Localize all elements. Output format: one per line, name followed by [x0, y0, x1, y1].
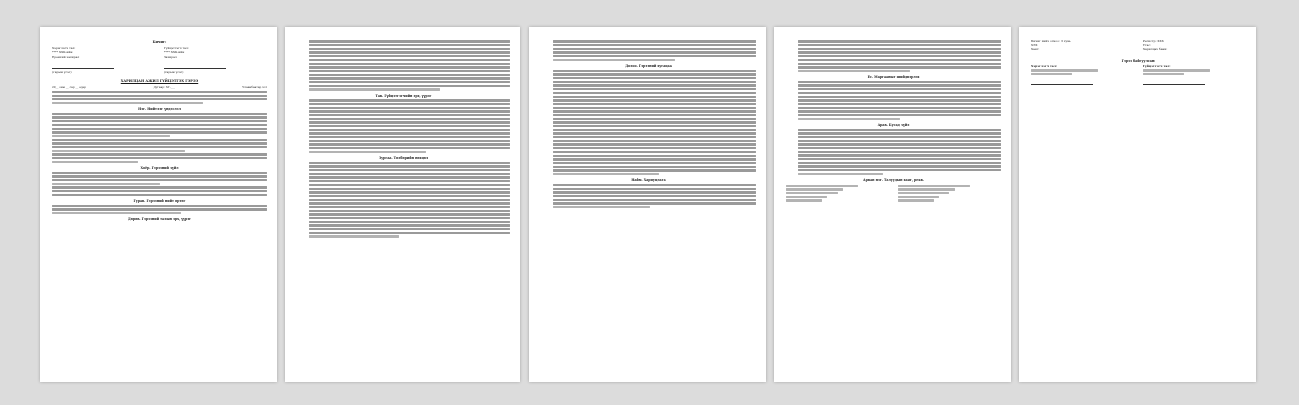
section-heading: Зургаа. Төлбөрийн нөхцөл — [378, 156, 429, 161]
text-line — [309, 184, 510, 186]
detail-line: ХЭХ — [1031, 43, 1038, 48]
text-line — [52, 205, 267, 207]
text-line — [798, 165, 1001, 167]
text-line — [52, 153, 267, 155]
text-line — [798, 96, 1001, 98]
text-line — [553, 88, 756, 90]
text-line — [52, 175, 267, 177]
text-line — [553, 59, 675, 61]
text-line — [553, 132, 756, 134]
text-line — [798, 40, 1001, 42]
text-line — [1031, 69, 1098, 71]
text-line — [798, 140, 1001, 142]
text-line — [553, 173, 659, 175]
text-line — [309, 232, 510, 234]
text-line — [798, 59, 1001, 61]
text-line — [1031, 73, 1072, 75]
text-line — [1143, 69, 1210, 71]
text-line — [798, 169, 1001, 171]
text-line — [553, 129, 756, 131]
text-line — [52, 146, 267, 148]
text-line — [786, 188, 843, 190]
text-line — [52, 102, 203, 104]
signature-line — [1143, 79, 1205, 85]
signature-right — [1143, 64, 1246, 87]
text-line — [309, 191, 510, 193]
text-line — [786, 199, 822, 201]
detail-line: Регистр: ХХХ — [1142, 39, 1164, 43]
text-line — [553, 169, 756, 171]
text-line — [52, 120, 267, 122]
text-line — [798, 70, 910, 72]
text-line — [309, 121, 510, 123]
signature-line — [164, 63, 226, 69]
text-line — [553, 202, 756, 204]
text-line — [898, 196, 939, 198]
text-line — [898, 185, 970, 187]
text-line — [309, 59, 510, 61]
text-line — [52, 98, 267, 100]
text-line — [52, 194, 267, 196]
text-line — [52, 179, 267, 181]
signatory-label: Хэрэглэгч тал: — [1031, 63, 1057, 68]
text-line — [786, 185, 858, 187]
text-line — [309, 199, 510, 201]
text-line — [553, 84, 756, 86]
text-line — [309, 63, 510, 65]
text-line — [309, 176, 510, 178]
text-line — [553, 103, 756, 105]
text-line — [309, 221, 510, 223]
text-line — [553, 107, 756, 109]
text-line — [309, 151, 426, 153]
text-line — [553, 73, 756, 75]
text-line — [553, 155, 756, 157]
text-line — [553, 70, 756, 72]
text-line — [553, 77, 756, 79]
document-page-1 — [40, 27, 277, 382]
detail-line: Бичиг хийх огноо: 3 хувь — [1031, 39, 1071, 43]
text-line — [798, 99, 1001, 101]
section-heading: Гурав. Гэрээний нийт өртөг — [133, 199, 186, 204]
text-line — [309, 74, 510, 76]
text-line — [309, 136, 510, 138]
text-line — [786, 196, 827, 198]
text-line — [798, 88, 1001, 90]
text-line — [309, 81, 510, 83]
text-line — [798, 158, 1001, 160]
party-line: Гүйцэтгэгч тал: — [163, 46, 189, 51]
text-line — [309, 77, 510, 79]
party-line: Захирал — [163, 54, 177, 59]
text-line — [52, 95, 267, 97]
page5-top-left — [1031, 39, 1134, 52]
text-line — [798, 132, 1001, 134]
text-line — [553, 136, 756, 138]
party-line: **** ХХК-ийн — [163, 50, 185, 55]
party-line: Ерөнхий захирал — [52, 54, 80, 59]
signature-block — [1031, 64, 1246, 87]
text-line — [1143, 73, 1184, 75]
text-line — [309, 206, 510, 208]
section-heading: Нэг. Нийтлэг үндэслэл — [138, 107, 181, 112]
text-line — [553, 51, 756, 53]
text-line — [52, 183, 160, 185]
text-line — [553, 191, 756, 193]
text-line — [309, 129, 510, 131]
contract-number: Дугаар: ХГ-___ — [153, 85, 175, 90]
text-line — [553, 55, 756, 57]
document-page-4 — [774, 27, 1011, 382]
text-line — [309, 85, 510, 87]
text-line — [898, 188, 955, 190]
text-line — [52, 113, 267, 115]
text-line — [798, 147, 1001, 149]
text-line — [798, 55, 1001, 57]
text-line — [52, 150, 185, 152]
signatory-label: Гүйцэтгэгч тал: — [1142, 63, 1171, 68]
text-line — [798, 129, 1001, 131]
text-line — [553, 206, 650, 208]
sign-caption: (гарын үсэг) — [163, 69, 184, 74]
text-line — [309, 235, 399, 237]
text-line — [309, 162, 510, 164]
text-line — [553, 40, 756, 42]
text-line — [309, 147, 510, 149]
text-line — [798, 136, 1001, 138]
text-line — [309, 51, 510, 53]
text-line — [52, 186, 267, 188]
text-line — [309, 125, 510, 127]
section-heading: Тав. Гүйцэтгэгчийн эрх, үүрэг — [375, 93, 432, 98]
text-line — [553, 143, 756, 145]
text-line — [553, 92, 756, 94]
text-line — [798, 81, 1001, 83]
text-line — [553, 110, 756, 112]
text-line — [309, 99, 510, 101]
detail-line: Утас: — [1142, 43, 1152, 48]
section-heading: Найм. Хариуцлага — [631, 178, 666, 183]
text-line — [309, 70, 510, 72]
section-heading: Ес. Маргааныг шийдвэрлэх — [867, 75, 920, 80]
text-line — [798, 114, 1001, 116]
section-heading: Арав. Бусад зүйл — [877, 122, 910, 127]
text-line — [52, 128, 267, 130]
text-line — [52, 212, 181, 214]
text-line — [798, 107, 1001, 109]
text-line — [553, 96, 756, 98]
text-line — [52, 135, 170, 137]
text-line — [553, 121, 756, 123]
section-heading: Арван нэг. Талуудын хаяг, рекв. — [863, 178, 924, 183]
text-line — [309, 55, 510, 57]
text-line — [553, 125, 756, 127]
contract-date: 20__ оны __ сар __ өдөр — [52, 85, 87, 90]
text-line — [309, 202, 510, 204]
text-line — [309, 114, 510, 116]
text-line — [553, 48, 756, 50]
text-line — [798, 92, 1001, 94]
text-line — [786, 192, 838, 194]
text-line — [309, 132, 510, 134]
text-line — [309, 180, 510, 182]
text-line — [52, 142, 267, 144]
text-line — [798, 143, 1001, 145]
text-line — [309, 44, 510, 46]
text-line — [52, 172, 267, 174]
text-line — [52, 131, 267, 133]
text-line — [309, 165, 510, 167]
text-line — [309, 107, 510, 109]
text-line — [52, 208, 267, 210]
text-line — [553, 44, 756, 46]
signature-left — [1031, 64, 1134, 87]
text-line — [798, 66, 1001, 68]
text-line — [553, 118, 756, 120]
page1-parties — [52, 46, 267, 74]
text-line — [52, 139, 267, 141]
text-line — [309, 110, 510, 112]
text-line — [798, 151, 1001, 153]
text-line — [309, 66, 510, 68]
text-line — [309, 228, 510, 230]
text-line — [798, 48, 1001, 50]
contract-title: ХАРИЛЦАН АЖИЛ ГҮЙЦЭТГЭХ ГЭРЭЭ — [120, 79, 199, 84]
text-line — [309, 48, 510, 50]
text-line — [309, 210, 510, 212]
text-line — [309, 88, 440, 90]
party-line: Хэрэглэгч тал: — [52, 46, 76, 51]
text-line — [309, 140, 510, 142]
section-heading: Дөрөв. Гэрээний талын эрх, үүрэг — [127, 217, 192, 222]
text-line — [898, 199, 934, 201]
text-line — [553, 81, 756, 83]
text-line — [309, 169, 510, 171]
signature-line — [52, 63, 114, 69]
text-line — [553, 188, 756, 190]
text-line — [553, 162, 756, 164]
text-line — [553, 147, 756, 149]
text-line — [553, 184, 756, 186]
text-line — [52, 190, 267, 192]
text-line — [798, 63, 1001, 65]
text-line — [553, 195, 756, 197]
page1-right-party — [164, 46, 267, 74]
text-line — [309, 213, 510, 215]
text-line — [798, 110, 1001, 112]
text-line — [553, 114, 756, 116]
text-line — [553, 158, 756, 160]
text-line — [798, 84, 1001, 86]
text-line — [309, 118, 510, 120]
text-line — [309, 224, 510, 226]
text-line — [798, 118, 900, 120]
document-page-5 — [1019, 27, 1256, 382]
detail-line: Харилцах банк: — [1142, 47, 1168, 52]
text-line — [553, 151, 756, 153]
text-line — [309, 40, 510, 42]
text-line — [309, 217, 510, 219]
text-line — [798, 44, 1001, 46]
document-page-2 — [285, 27, 520, 382]
text-line — [309, 188, 510, 190]
text-line — [52, 124, 267, 126]
document-page-3 — [529, 27, 766, 382]
text-line — [52, 91, 267, 93]
page1-left-party — [52, 46, 155, 74]
page5-top-right — [1143, 39, 1246, 52]
text-line — [553, 99, 756, 101]
text-line — [309, 143, 510, 145]
contract-meta — [52, 85, 267, 89]
text-line — [798, 173, 883, 175]
detail-line: Хаяг: — [1031, 47, 1040, 52]
text-line — [798, 154, 1001, 156]
party-line: **** ХХК-ийн — [52, 50, 73, 55]
text-line — [798, 103, 1001, 105]
signature-section-title: Гэрээ байгуулсан: — [1121, 58, 1156, 63]
text-line — [52, 157, 267, 159]
text-line — [553, 140, 756, 142]
text-line — [898, 192, 950, 194]
signature-line — [1031, 79, 1093, 85]
section-heading: Хоёр. Гэрээний зүйл — [140, 166, 179, 170]
text-line — [309, 103, 510, 105]
text-line — [553, 199, 756, 201]
page5-top-details — [1031, 39, 1246, 52]
text-line — [52, 161, 138, 163]
sign-caption: (гарын үсэг) — [52, 69, 72, 74]
text-line — [309, 173, 510, 175]
section-heading: Долоо. Гэрээний хугацаа — [625, 64, 672, 69]
contract-place: Улаанбаатар хот — [242, 85, 267, 90]
text-line — [798, 51, 1001, 53]
page1-header-label: Бичиг: — [152, 40, 167, 44]
text-line — [798, 162, 1001, 164]
text-line — [52, 116, 267, 118]
text-line — [309, 195, 510, 197]
text-line — [553, 166, 756, 168]
